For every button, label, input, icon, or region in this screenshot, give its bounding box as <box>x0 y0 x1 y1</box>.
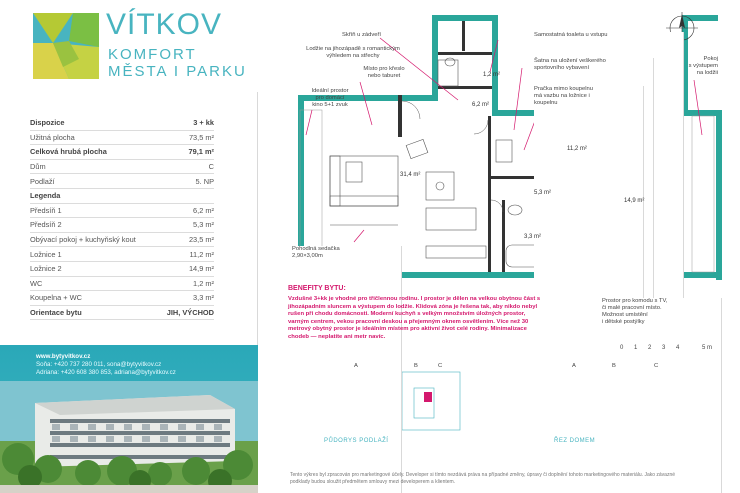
scale-tick-label: 2 <box>648 345 652 351</box>
spec-label: Podlaží <box>30 176 55 186</box>
spec-value: 14,9 m² <box>188 264 214 274</box>
spec-value: 11,2 m² <box>189 249 214 259</box>
vitkov-logo-icon <box>33 13 99 79</box>
annotation-lodzie: Lodžie na jihozápadě s romantickým výhledem na střechy <box>306 46 400 59</box>
annotation-satna: Šatna na uložení veškerého sportovního vybavení <box>534 58 654 493</box>
spec-value: 1,2 m² <box>193 278 214 288</box>
room-area-wc: 1,2 m² <box>483 72 501 78</box>
spec-value: 6,2 m² <box>193 205 214 215</box>
building-render-image <box>0 381 258 493</box>
brand-name: VÍTKOV <box>106 8 223 41</box>
spec-label: Předsíň 1 <box>30 205 62 215</box>
annotation-pokoj: Pokoj s výstupem na lodžii <box>688 56 718 76</box>
spec-label: Předsíň 2 <box>30 220 62 230</box>
brand-tagline-2: MĚSTA I PARKU <box>108 63 247 80</box>
room-area-koupelna: 3,3 m² <box>524 234 542 240</box>
benefits-title: BENEFITY BYTU: <box>288 285 346 292</box>
annotation-toaleta: Samostatná toaleta u vstupu <box>534 32 684 493</box>
scale-tick-label: 3 <box>662 345 666 351</box>
room-area-obyvak: 31,4 m² <box>400 172 421 178</box>
spec-row <box>30 233 214 248</box>
rez-label-a: A <box>572 363 576 369</box>
benefits-text: Vzdušné 3+kk je vhodné pro třičlennou rodinu. I prostor je dělen na velkou obytnou část s jihozápadním sluncem a výstupem do lodžie. Klidová zóna je řešena tak, aby nikdo nebyl rušen při chodu domácnosti. Moderní kuchyň s velkým množstvím úložných prostor, varným centrem, vekou pracovní deskou a přejemným oknem osvětlením. Více než 30 metrový obytný prostor je ideálním místem pro aktivní život celé rodiny. Minimalizace chodeb — neplatíte ani metr navíc. <box>288 296 541 340</box>
spec-value: 23,5 m² <box>188 235 214 245</box>
contact-info <box>36 353 176 377</box>
spec-value: 3 + kk <box>193 118 214 128</box>
spec-row <box>30 262 214 277</box>
room-area-predsin1: 6,2 m² <box>472 102 490 108</box>
spec-row <box>30 277 214 292</box>
spec-label: WC <box>30 278 43 288</box>
disclaimer: Tento výkres byl zpracován pro marketingové účely. Developer si tímto nezdává práva na případné změny, úpravy či doplnění tohoto marketingového materiálu. Jako závazné podklady budou sloužit předmětem smlouvy mezi developerem a klientem. <box>290 472 676 485</box>
room-area-predsin2: 5,3 m² <box>534 190 552 196</box>
spec-row <box>30 131 214 146</box>
spec-value: C <box>208 162 214 172</box>
spec-table <box>30 116 214 320</box>
house-label-a: A <box>354 363 358 369</box>
spec-label: Celková hrubá plocha <box>30 147 107 157</box>
spec-label: Legenda <box>30 191 61 201</box>
spec-row <box>30 218 214 233</box>
spec-row <box>30 204 214 219</box>
annotation-komoda: Prostor pro komodu s TV, či malé pracovní místo. Možnost umístění i dětské postýlky <box>602 298 722 493</box>
brand-tagline-1: KOMFORT <box>108 46 197 63</box>
spec-label: Užitná plocha <box>30 132 75 142</box>
spec-value: 5. NP <box>195 176 214 186</box>
annotation-pracka: Pračka mimo koupelnu má vazbu na ložnice i koupelnu <box>534 86 644 493</box>
annotation-sedacka: Pohodlná sedačka 2,90×3,00m <box>292 246 402 493</box>
spec-row <box>30 174 214 189</box>
annotation-kino: Ideální prostor pro domácí kino 5+1 zvuk <box>311 88 349 108</box>
spec-row <box>30 145 214 160</box>
annotation-skrin: Skříň u zádveří <box>342 32 381 38</box>
spec-value: JIH, VÝCHOD <box>166 308 214 318</box>
info-panel <box>0 0 258 493</box>
spec-value: 79,1 m² <box>188 147 214 157</box>
annotation-misto: Místo pro křeslo nebo taburet <box>363 66 405 79</box>
contact-line-adriana: Adriana: +420 608 380 853, adriana@bytyvitkov.cz <box>36 369 176 376</box>
house-label-c: C <box>438 363 443 369</box>
scale-tick-label: 5 m <box>702 345 713 351</box>
rez-label: ŘEZ DOMEM <box>554 438 596 444</box>
spec-row <box>30 116 214 131</box>
brand-header <box>0 0 258 92</box>
spec-row <box>30 160 214 175</box>
scale-tick-label: 4 <box>676 345 680 351</box>
spec-label: Dům <box>30 162 46 172</box>
contact-banner <box>0 345 258 493</box>
floor-plan-area <box>262 0 740 493</box>
spec-label: Koupelna + WC <box>30 293 82 303</box>
spec-row <box>30 291 214 306</box>
spec-row <box>30 247 214 262</box>
rez-label-c: C <box>654 363 659 369</box>
podorys-label: PŮDORYS PODLAŽÍ <box>324 438 389 444</box>
spec-label: Orientace bytu <box>30 308 82 318</box>
spec-value: 73,5 m² <box>188 132 214 142</box>
spec-value: 3,3 m² <box>193 293 214 303</box>
spec-label: Ložnice 2 <box>30 264 62 274</box>
rez-label-b: B <box>612 363 616 369</box>
spec-label: Ložnice 1 <box>30 249 62 259</box>
scale-tick-label: 0 <box>620 345 624 351</box>
spec-value: 5,3 m² <box>193 220 214 230</box>
website-link[interactable]: www.bytyvitkov.cz <box>36 353 91 360</box>
spec-row <box>30 306 214 321</box>
room-area-loznice2: 14,9 m² <box>624 198 645 204</box>
house-label-b: B <box>414 363 418 369</box>
scale-tick-label: 1 <box>634 345 638 351</box>
spec-label: Dispozice <box>30 118 65 128</box>
contact-line-sona: Soňa: +420 737 280 011, sona@bytyvitkov.cz <box>36 361 162 368</box>
room-area-loznice1: 11,2 m² <box>567 146 587 152</box>
spec-row <box>30 189 214 204</box>
spec-label: Obývací pokoj + kuchyňský kout <box>30 235 136 245</box>
